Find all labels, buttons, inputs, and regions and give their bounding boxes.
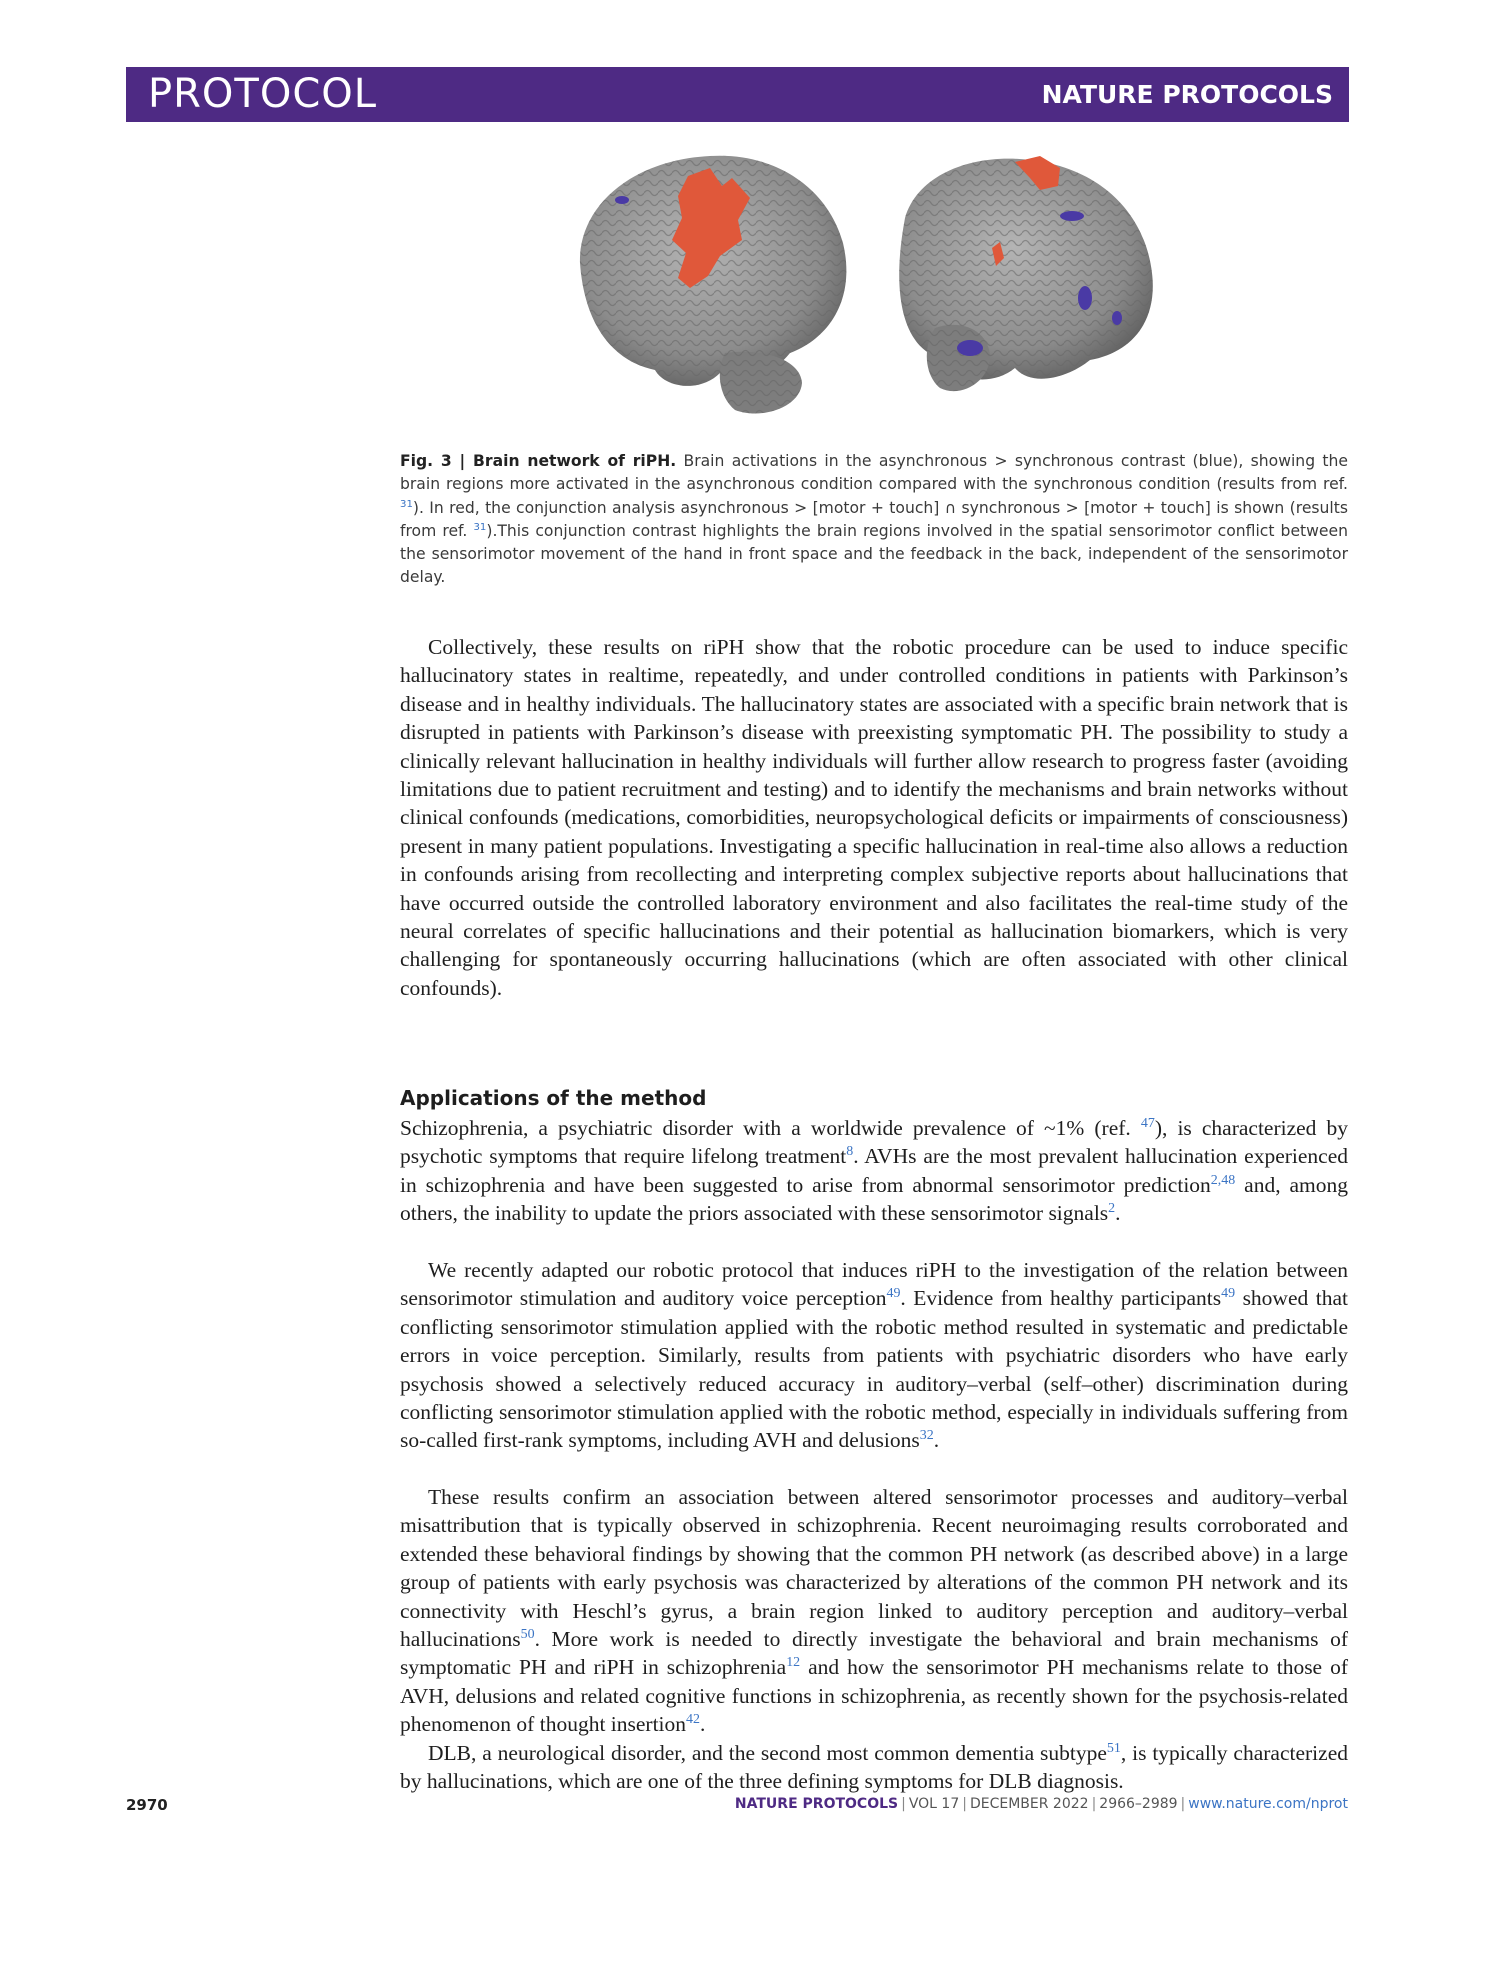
paragraph-dlb: DLB, a neurological disorder, and the second most common dementia subtype$^{51}$, is typically characterized by hallucinations, which are one of the three defining symptoms for DLB diagnosis. xyxy=(400,1740,1348,1794)
right-hemisphere xyxy=(899,156,1153,391)
brain-network-figure xyxy=(560,148,1180,440)
caption-label: Fig. 3 | Brain network of riPH. xyxy=(400,452,677,470)
citation-link[interactable]: 31 xyxy=(473,521,487,533)
citation-link[interactable]: 51 xyxy=(1106,1740,1121,1756)
asynchronous-activation-right-4 xyxy=(1112,311,1122,325)
citation-link[interactable]: 49 xyxy=(1221,1286,1236,1302)
asynchronous-activation-left xyxy=(615,196,629,204)
asynchronous-activation-right-1 xyxy=(1060,211,1084,221)
citation-link[interactable]: 42 xyxy=(686,1712,700,1728)
figure-caption: Fig. 3 | Brain network of riPH. Brain activations in the asynchronous > synchronous contrast (blue), showing the brain regions more activated in the asynchronous condition compared with the synchronous condition (results from ref. $^{31}$). In red, the conjunction analysis asynchronous > [motor + touch] ∩ synchronous > [motor + touch] is shown (results from ref. $^{31}$).This conjunction contrast highlights the brain regions involved in the spatial sensorimotor conflict between the sensorimotor movement of the hand in front space and the feedback in the back, independent of the sensorimotor delay. xyxy=(400,452,1348,587)
paragraph-neuroimaging: These results confirm an association between altered sensorimotor processes and auditory–verbal misattribution that is typically observed in schizophrenia. Recent neuroimaging results corroborated and extended these behavioral findings by showing that the common PH network (as described above) in a large group of patients with early psychosis was characterized by alterations of the common PH network and its connectivity with Heschl’s gyrus, a brain region linked to auditory perception and auditory–verbal hallucinations$^{50}$. More work is needed to directly investigate the behavioral and brain mechanisms of symptomatic PH and riPH in schizophrenia$^{12}$ and how the sensorimotor PH mechanisms relate to those of AVH, delusions and related cognitive functions in schizophrenia, as recently shown for the psychosis-related phenomenon of thought insertion$^{42}$. xyxy=(400,1485,1348,1737)
citation-link[interactable]: 12 xyxy=(786,1655,801,1671)
citation-link[interactable]: 31 xyxy=(400,498,413,510)
asynchronous-activation-right-2 xyxy=(1078,286,1092,310)
paragraph-schizophrenia: Schizophrenia, a psychiatric disorder with a worldwide prevalence of ~1% (ref. $^{47}$), is characterized by psychotic symptoms that require lifelong treatment$^8$. AVHs are the most prevalent hallucination experienced in schizophrenia and have been suggested to arise from abnormal sensorimotor prediction$^{2,48}$ and, among others, the inability to update the priors associated with these sensorimotor signals$^2$. xyxy=(400,1115,1349,1226)
citation-link[interactable]: 32 xyxy=(919,1428,934,1444)
journal-label: NATURE PROTOCOLS xyxy=(1041,80,1333,109)
citation-link[interactable]: 49 xyxy=(886,1286,901,1302)
citation-link[interactable]: 2,48 xyxy=(1210,1172,1236,1188)
citation-link[interactable]: 50 xyxy=(520,1626,535,1642)
page-number: 2970 xyxy=(126,1796,168,1814)
left-hemisphere xyxy=(580,156,846,414)
asynchronous-activation-right-3 xyxy=(957,340,983,356)
citation-link[interactable]: 8 xyxy=(846,1144,854,1160)
section-label: PROTOCOL xyxy=(148,71,378,117)
header-bar xyxy=(126,67,1349,122)
citation-link[interactable]: 2 xyxy=(1108,1201,1116,1217)
paragraph-robotic-protocol: We recently adapted our robotic protocol that induces riPH to the investigation of the relation between sensorimotor stimulation and auditory voice perception$^{49}$. Evidence from healthy participants$^{49}$ showed that conflicting sensorimotor stimulation applied with the robotic method resulted in systematic and predictable errors in voice perception. Similarly, results from patients with psychiatric disorders who have early psychosis showed a selectively reduced accuracy in auditory–verbal (self–other) discrimination during conflicting sensorimotor stimulation applied with the robotic method, especially in individuals suffering from so-called first-rank symptoms, including AVH and delusions$^{32}$. xyxy=(400,1258,1348,1453)
section-heading: Applications of the method xyxy=(400,1086,707,1110)
footer-citation: NATURE PROTOCOLS | VOL 17 | DECEMBER 2022 | 2966–2989 | www.nature.com/nprot xyxy=(734,1796,1348,1812)
journal-url-link[interactable]: www.nature.com/nprot xyxy=(1188,1796,1348,1812)
paragraph-summary: Collectively, these results on riPH show that the robotic procedure can be used to induce specific hallucinatory states in realtime, repeatedly, and under controlled conditions in patients with Parkinson’s disease and in healthy individuals. The hallucinatory states are associated with a specific brain network that is disrupted in patients with Parkinson’s disease with preexisting symptomatic PH. The possibility to study a clinically relevant hallucination in healthy individuals will further allow research to progress faster (avoiding limitations due to patient recruitment and testing) and to identify the mechanisms and brain networks without clinical confounds (medications, comorbidities, neuropsychological deficits or impairments of consciousness) present in many patient populations. Investigating a specific hallucination in real-time also allows a reduction in confounds arising from recollecting and interpreting complex subjective reports about hallucinations that have occurred outside the controlled laboratory environment and also facilitates the real-time study of the neural correlates of specific hallucinations and their potential as hallucination biomarkers, which is very challenging for spontaneously occurring hallucinations (which are often associated with other clinical confounds). xyxy=(400,635,1348,1000)
citation-link[interactable]: 47 xyxy=(1140,1115,1155,1131)
